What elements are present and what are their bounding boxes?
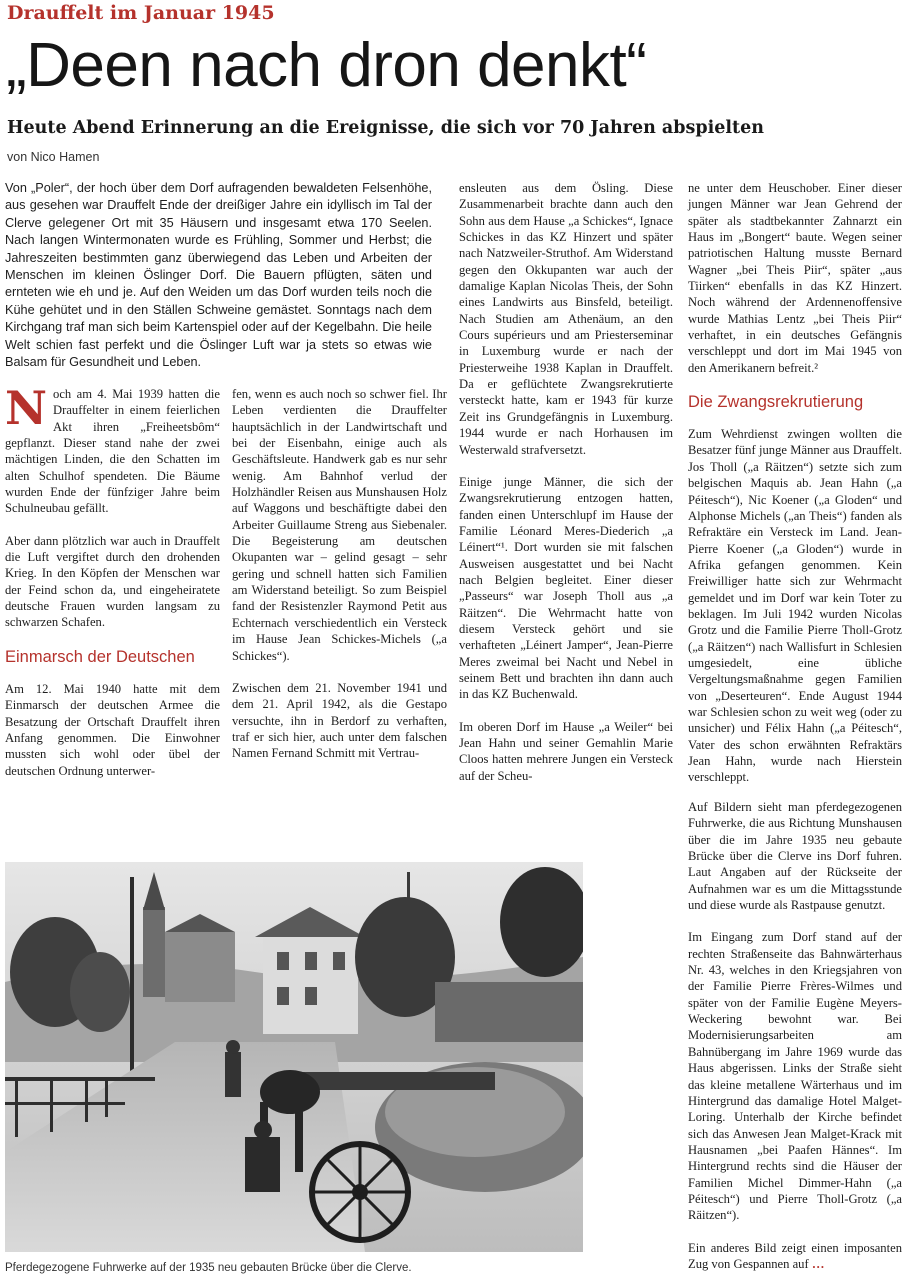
article-kicker: Drauffelt im Januar 1945 [7,2,275,24]
photo-caption: Pferdegezogene Fuhrwerke auf der 1935 neu gebauten Brücke über die Clerve. [5,1262,412,1274]
paragraph-text: och am 4. Mai 1939 hatten die Drauffelter in einem feierlichen Akt ihren „Freiheetsbôm“ gepflanzt. Dieser stand nahe der zwei mächtigen Linden, die den Schatten im alten Schulhof spendeten. Die Bäume wurden Ende der fünfziger Jahre beim Schulneubau gefällt. [5,387,220,516]
article-byline: von Nico Hamen [7,150,100,164]
paragraph: Im oberen Dorf im Hause „a Weiler“ bei Jean Hahn und seiner Gemahlin Marie Cloos hatten mehrere Jungen ein Versteck auf der Scheu- [459,719,673,783]
paragraph: Einige junge Männer, die sich der Zwangsrekrutierung entzogen hatten, fanden einen Unterschlupf im Hause der Familie Léonard Meres-Diederich „a Léinert“¹. Dort wurden sie mit falschen Ausweisen ausgestattet und bei Nacht nach Belgien begleitet. Einer dieser „Passeurs“ war Joseph Tholl aus „a Räitzen“. Die Wehrmacht hatte von diesem Versteck gehört und sie verhafteten „Léinert Jamper“, Jean-Pierre Meres zweimal bei Nacht und Nebel in seinem Bett und brachten ihn dann auch in das KZ Buchenwald. [459,474,673,702]
paragraph: Im Eingang zum Dorf stand auf der rechten Straßenseite das Bahnwärterhaus Nr. 43, welches in den Kriegsjahren von der Familie Pierre Frères-Wilmes und später von der Familie Eugène Meyers-Weckering bewohnt war. Bei Modernisierungsarbeiten am Bahnübergang im Jahre 1969 wurde das Haus abgerissen. Links der Straße sieht das kleine metallene Wärterhaus und im Hintergrund das damalige Hotel Malget-Loring. Unterhalb der Kirche befindet sich das Anwesen Jean Malget-Krack mit Hausnamen „bei Paafen Hännes“. Im Hintergrund rechts sind die Häuser der Familien Michel Dimmer-Hahn („a Péitesch“) und Pierre Tholl-Grotz („a Räitzen“). [688,930,902,1223]
column-4 [688,180,902,802]
section-heading-zwangsrekrutierung: Die Zwangsrekrutierung [688,393,864,412]
article-headline: „Deen nach dron denkt“ [6,31,647,100]
article-subhead: Heute Abend Erinnerung an die Ereignisse, die sich vor 70 Jahren abspielten [7,118,764,138]
column-3 [459,180,673,800]
intro-paragraph: Von „Poler“, der hoch über dem Dorf aufragenden bewaldeten Felsenhöhe, aus gesehen war Drauffelt Ende der dreißiger Jahre ein idyllisch im Tal der Clerve gelegener Ort mit 35 Häusern und insgesamt etwa 170 Seelen. Nach langen Wintermonaten wurde es Frühling, Sommer und Herbst; die Jahreszeiten bestimmten ganz überwiegend das Leben und Arbeiten der Menschen im kleinen Öslinger Dorf. Die Bauern pflügten, säten und ernteten wie eh und je. Auf den Weiden um das Dorf wurden teils noch die Kühe gehütet und in den Ställen Schweine gemästet. Sonntags nach dem Kirchgang traf man sich beim Kartenspiel oder auf der Kegelbahn. Die heile Welt schien fast perfekt und die Öslinger Luft war ja stets so etwas wie Balsam für Gesundheit und Leben. [5,181,432,370]
paragraph: Am 12. Mai 1940 hatte mit dem Einmarsch der deutschen Armee die Besatzung der Ortschaft Drauffelt ihren Anfang genommen. Die Einwohner mussten sich wohl oder übel der deutschen Ordnung unterwer- [5,681,220,778]
historic-photo [5,862,583,1252]
paragraph: ne unter dem Heuschober. Einer dieser jungen Männer war Jean Gehrend der später als stadtbekannter Zahnarzt ein Haus im „Bongert“ baute. Wegen seiner patriotischen Haltung musste Bernard Wagner „bei Theis Piir“, später „aus Tiirken“ ebenfalls in das KZ Hinzert. Noch während der Ardennenoffensive wurde Mathias Lentz „bei Theis Piir“ verhaftet, in ein deutsches Gefängnis verschleppt und dort im Mai 1945 von den Amerikanern befreit.² [688,181,902,375]
section-heading-einmarsch: Einmarsch der Deutschen [5,647,195,666]
paragraph: Zwischen dem 21. November 1941 und dem 21. April 1942, als die Gestapo versuchte, ihn in Berdorf zu verhaften, traf er sich hier, auch unter dem falschen Namen Fernand Schmitt mit Vertrau- [232,680,447,761]
drop-cap: N [5,381,48,435]
paragraph: Aber dann plötzlich war auch in Drauffelt die Luft vergiftet durch den drohenden Krieg. In den Köpfen der Menschen war der Feind schon da, und eingeheiratete deutsche Frauen wurden langsam zu schwarzen Schafen. [5,533,220,630]
paragraph: Auf Bildern sieht man pferdegezogenen Fuhrwerke, die aus Richtung Munshausen über die im Jahre 1935 neu gebaute Brücke über die Clerve ins Dorf fuhren. Laut Angaben auf der Rückseite der Aufnahmen war es um die Mittagsstunde und diese wurde als Rastpause genutzt. [688,800,902,913]
column-2 [232,386,447,778]
column-4-lower [688,799,902,1288]
continuation-ellipsis: … [811,1256,825,1271]
paragraph [688,1240,902,1273]
paragraph: fen, wenn es auch noch so schwer fiel. Ihr Leben verdienten die Drauffelter hauptsächlich in der Landwirtschaft und bei der Eisenbahn, einige auch als Geschäftsleute. Handwerk gab es nur sehr wenig. Am Bahnhof verlud der Holzhändler Reisen aus Munshausen Holz auf Waggons und beschäftigte dabei den Arbeiter Guillaume Streng aus Siebenaler. Die Begeisterung am deutschen Okupanten war – gelind gesagt – sehr gering und schnell hatten sich Familien am Widerstand beteiligt. So zum Beispiel fand der Resistenzler Raymond Petit aus Echternach verschiedentlich ein Versteck im Hause Jean Schickes-Michels („a Schickes“). [232,387,447,663]
column-1 [5,381,220,795]
paragraph [5,381,220,517]
paragraph-text: Ein anderes Bild zeigt einen imposanten Zug von Gespannen auf [688,1240,902,1271]
paragraph: ensleuten aus dem Ösling. Diese Zusammenarbeit brachte dann auch den Sohn aus dem Hause „a Schickes“, Ignace Schickes in das KZ Hinzert und später nach Natzweiler-Struthof. Am Widerstand gegen den Okkupanten war auch der damalige Kaplan Nicolas Theis, der Sohn eines Landwirts aus Binsfeld, beteiligt. Nach Studien am Athenäum, an den Cours supérieurs und am Priesterseminar in Luxemburg wurde er nach der Priesterweihe 1938 Kaplan in Drauffelt. Da er geflüchtete Zwangsrekrutierte versteckt hatte, kam er 1943 für kurze Zeit ins Grundgefängnis in Luxemburg. 1944 wurde er nach Horhausen im Westerwald strafversetzt. [459,181,673,457]
paragraph: Zum Wehrdienst zwingen wollten die Besatzer fünf junge Männer aus Drauffelt. Jos Tholl („a Räitzen“) setzte sich zum belgischen Maquis ab. Jean Hahn („a Péitesch“), Nic Koener („a Gloden“ und Alphonse Michels („an Theis“) fanden als Refraktäre ein Versteck im Land. Jean-Pierre Koener („a Gloden“) wurde in Afrika gefangen genommen. Kein Freiwilliger hatte sich zur Wehrmacht gemeldet und im Dorf war kein Toter zu beklagen. Im Juli 1942 wurden Nicolas Grotz und die Familie Pierre Tholl-Grotz („a Räitzen“) nach Wallisfurt in Schlesien umgesiedelt, eine übliche Vergeltungsmaßnahme gegen Familien von „Deserteuren“. Ende August 1944 war Schlesien schon zu weit weg (oder zu unsicher) und Félix Hahn („a Péitesch“, Vater des schon erwähnten Refraktärs Jean Hahn, wurde nach Hierstein verschleppt. [688,427,902,785]
